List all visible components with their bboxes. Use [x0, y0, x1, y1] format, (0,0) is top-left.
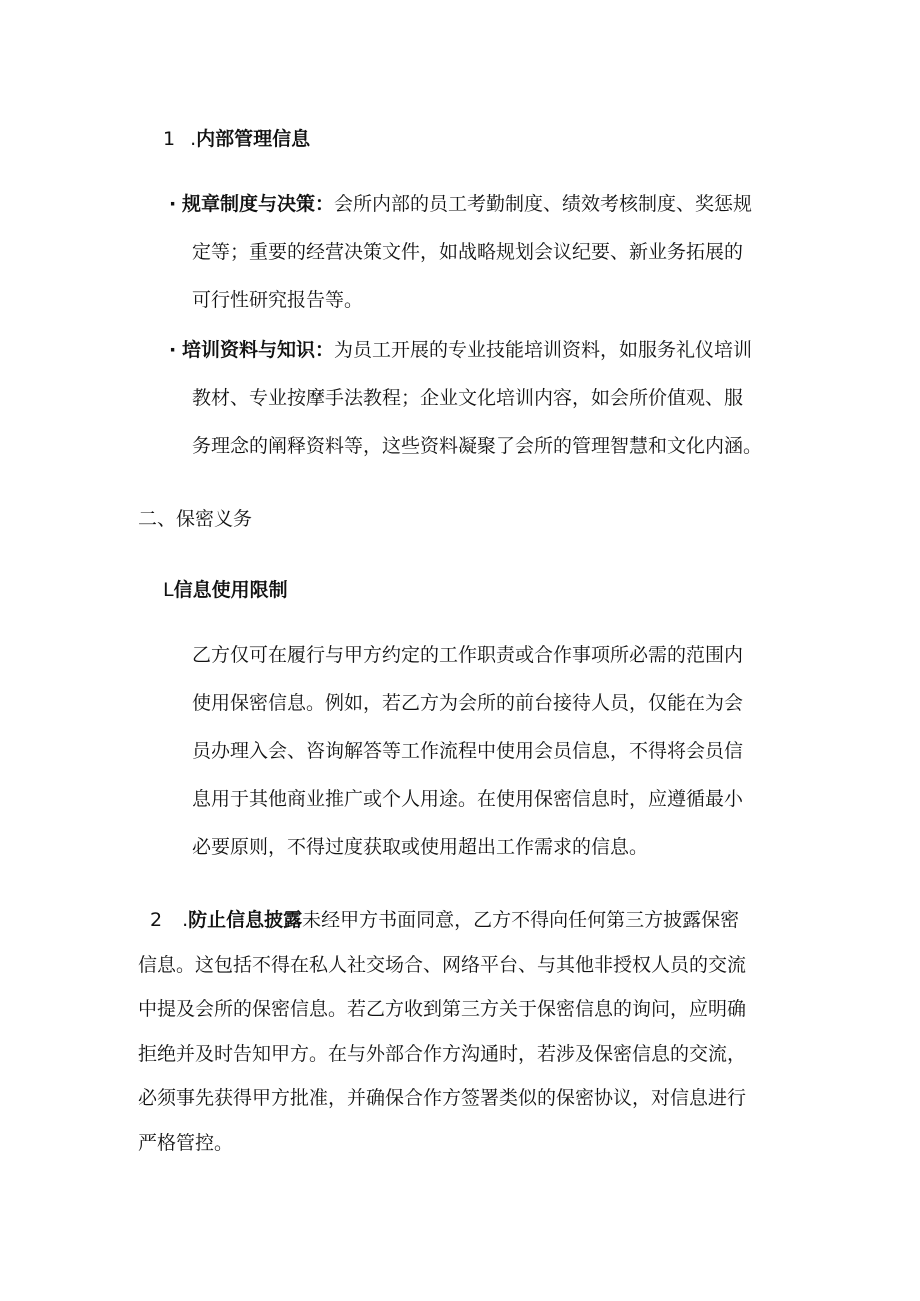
section-number-dot: .	[190, 128, 197, 150]
subsection-number: 2	[150, 909, 163, 931]
bullet-line: 务理念的阐释资料等，这些资料凝聚了会所的管理智慧和文化内涵。	[192, 435, 763, 457]
bullet-term: 培训资料与知识：	[182, 339, 335, 361]
section-heading-internal-info	[163, 124, 310, 151]
paragraph-line: 中提及会所的保密信息。若乙方收到第三方关于保密信息的询问，应明确	[138, 998, 747, 1020]
bullet-marker: ·	[169, 193, 177, 215]
bullet-term: 规章制度与决策：	[182, 193, 335, 215]
subsection-number-dot: .	[182, 909, 189, 931]
bullet-paragraph-rules	[182, 180, 752, 324]
chapter-heading-confidentiality: 二、保密义务	[138, 508, 253, 530]
paragraph-line: 未经甲方书面同意，乙方不得向任何第三方披露保密	[302, 909, 740, 931]
disclosure-paragraph	[138, 898, 746, 1165]
bullet-marker: ·	[169, 339, 177, 361]
paragraph-line: 息用于其他商业推广或个人用途。在使用保密信息时，应遵循最小	[192, 788, 744, 810]
bullet-line: 教材、专业按摩手法教程；企业文化培训内容，如会所价值观、服	[192, 387, 744, 409]
paragraph-line: 拒绝并及时告知甲方。在与外部合作方沟通时，若涉及保密信息的交流，	[138, 1042, 747, 1065]
subsection-heading-usage-limit	[163, 575, 288, 602]
section-title: 内部管理信息	[196, 128, 311, 150]
paragraph-line: 必须事先获得甲方批准，并确保合作方签署类似的保密协议，对信息进行	[138, 1087, 747, 1109]
bullet-paragraph-training	[182, 326, 762, 470]
section-number: 1	[163, 128, 176, 150]
usage-limit-paragraph	[192, 631, 743, 871]
paragraph-line: 使用保密信息。例如，若乙方为会所的前台接待人员，仅能在为会	[192, 692, 744, 714]
bullet-line: 定等；重要的经营决策文件，如战略规划会议纪要、新业务拓展的	[192, 241, 744, 263]
subsection-title: 防止信息披露	[188, 909, 303, 931]
paragraph-line: 员办理入会、咨询解答等工作流程中使用会员信息，不得将会员信	[192, 740, 744, 762]
paragraph-line: 严格管控。	[138, 1131, 234, 1154]
paragraph-line: 信息。这包括不得在私人社交场合、网络平台、与其他非授权人员的交流	[138, 953, 747, 976]
bullet-line: 会所内部的员工考勤制度、绩效考核制度、奖惩规	[334, 193, 753, 215]
subsection-title: 信息使用限制	[173, 579, 288, 601]
bullet-line: 可行性研究报告等。	[192, 289, 364, 311]
paragraph-line: 乙方仅可在履行与甲方约定的工作职责或合作事项所必需的范围内	[192, 644, 744, 666]
bullet-line: 为员工开展的专业技能培训资料，如服务礼仪培训	[334, 339, 753, 361]
paragraph-line: 必要原则，不得过度获取或使用超出工作需求的信息。	[192, 836, 649, 858]
subsection-prefix: L	[163, 579, 174, 601]
